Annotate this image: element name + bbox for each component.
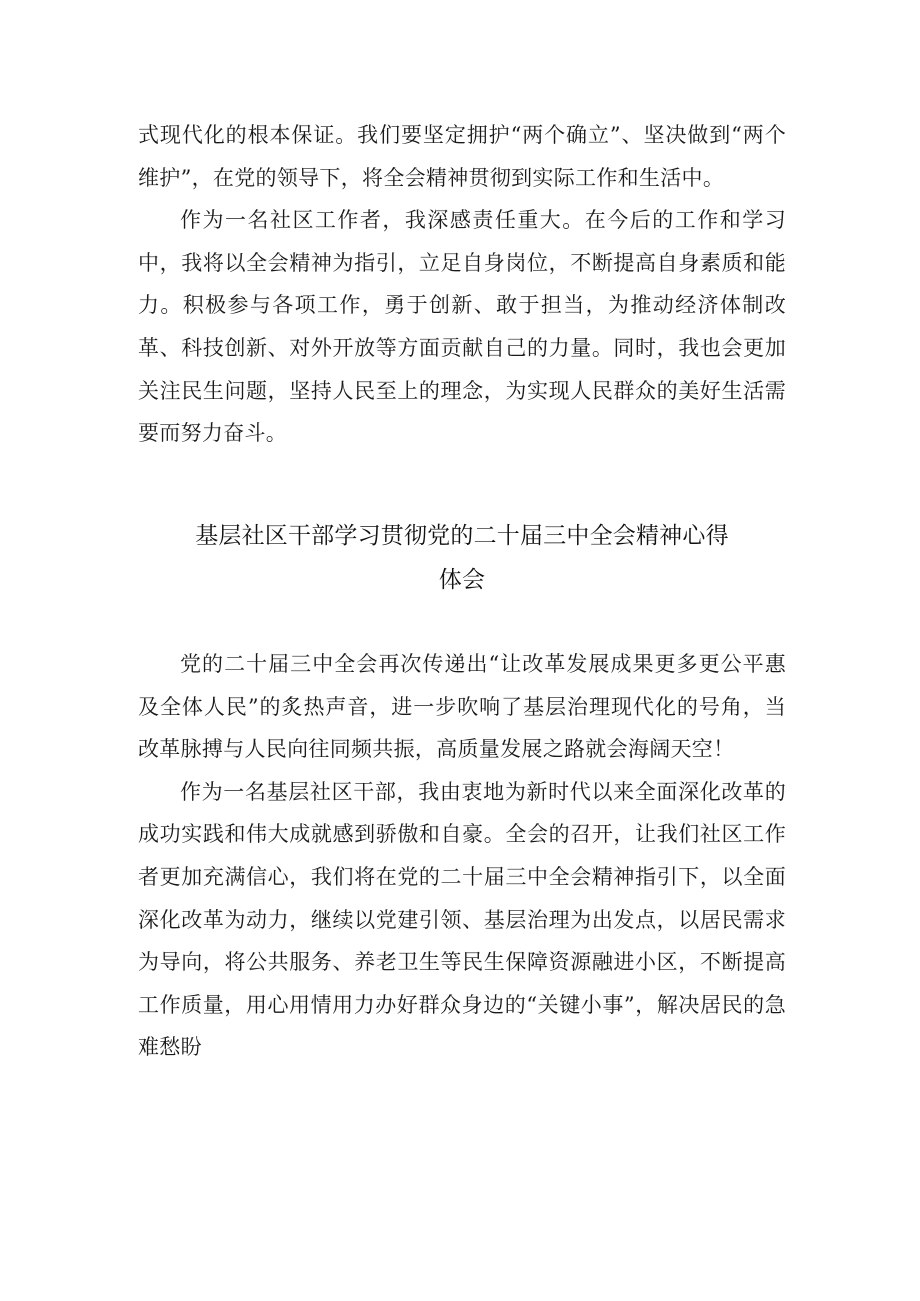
section-2-body [138, 643, 786, 1069]
paragraph-continued: 式现代化的根本保证。我们要坚定拥护“两个确立”、坚决做到“两个维护”，在党的领导下，将全会精神贯彻到实际工作和生活中。 [138, 123, 786, 190]
article-title [138, 514, 786, 602]
paragraph: 党的二十届三中全会再次传递出“让改革发展成果更多更公平惠及全体人民”的炙热声音，进一步吹响了基层治理现代化的号角，当改革脉搏与人民向往同频共振，高质量发展之路就会海阔天空！ [138, 652, 786, 762]
paragraph: 作为一名社区工作者，我深感责任重大。在今后的工作和学习中，我将以全会精神为指引，立足自身岗位，不断提高自身素质和能力。积极参与各项工作，勇于创新、敢于担当，为推动经济体制改革、科技创新、对外开放等方面贡献自己的力量。同时，我也会更加关注民生问题，坚持人民至上的理念，为实现人民群众的美好生活需要而努力奋斗。 [138, 208, 786, 446]
section-1-body [138, 114, 786, 455]
article-title-line-2: 体会 [438, 567, 486, 593]
article-title-line-1: 基层社区干部学习贯彻党的二十届三中全会精神心得 [195, 523, 729, 549]
paragraph: 作为一名基层社区干部，我由衷地为新时代以来全面深化改革的成功实践和伟大成就感到骄傲和自豪。全会的召开，让我们社区工作者更加充满信心，我们将在党的二十届三中全会精神指引下，以全面深化改革为动力，继续以党建引领、基层治理为出发点，以居民需求为导向，将公共服务、养老卫生等民生保障资源融进小区，不断提高工作质量，用心用情用力办好群众身边的“关键小事”，解决居民的急难愁盼 [138, 779, 786, 1060]
